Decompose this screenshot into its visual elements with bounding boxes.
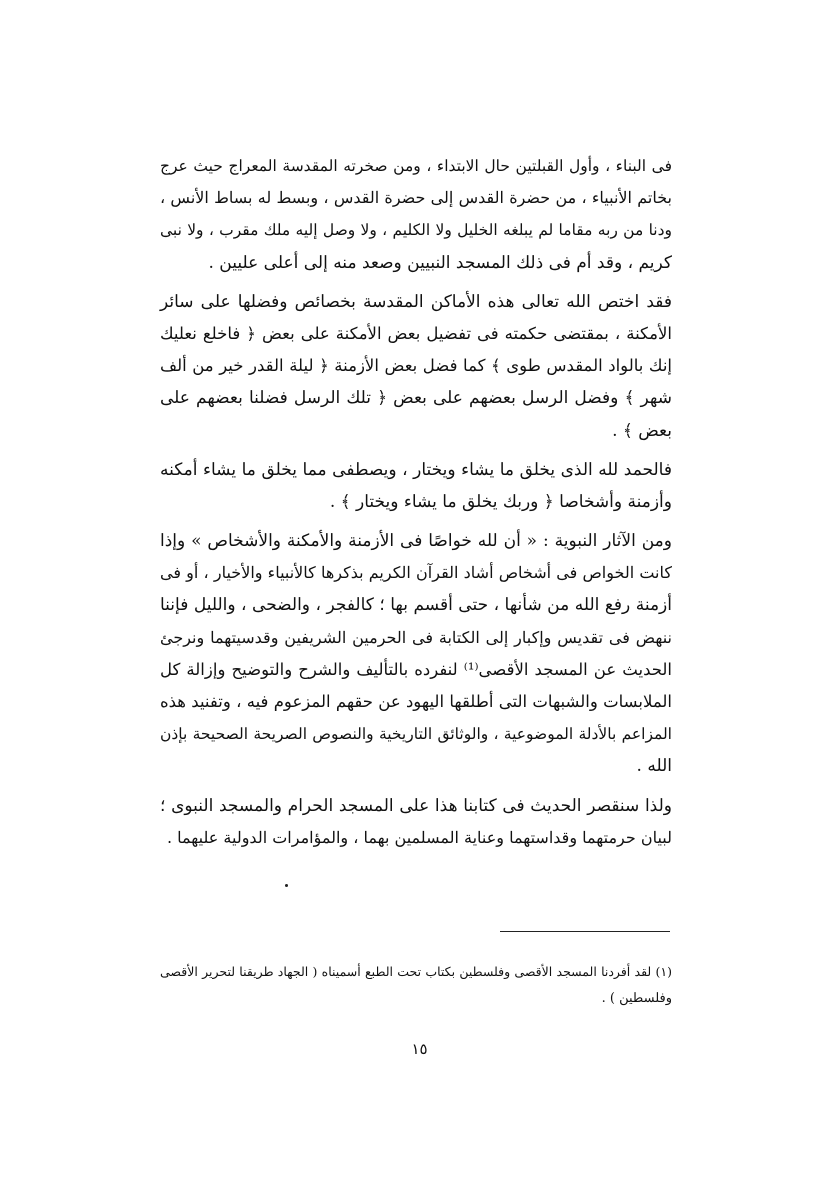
text-line: ولذا سنقصر الحديث فى كتابنا هذا على المسجد الحرام والمسجد النبوى ؛ xyxy=(160,795,672,816)
paragraph-1 xyxy=(160,150,672,279)
text-line: المزاعم بالأدلة الموضوعية ، والوثائق التاريخية والنصوص الصريحة الصحيحة بإذن xyxy=(160,725,672,744)
text-line: فالحمد لله الذى يخلق ما يشاء ويختار ، ويصطفى مما يخلق ما يشاء أمكنه xyxy=(160,459,672,480)
paragraph-4 xyxy=(160,525,672,783)
text-line: بعض ﴾ . xyxy=(612,420,672,441)
text-line: لبيان حرمتهما وقداستهما وعناية المسلمين بهما ، والمؤامرات الدولية عليهما . xyxy=(166,827,672,847)
text-line: وأزمنة وأشخاصا ﴿ وربك يخلق ما يشاء ويختار ﴾ . xyxy=(329,491,672,512)
text-line: إنك بالواد المقدس طوى ﴾ كما فضل بعض الأزمنة ﴿ ليلة القدر خير من ألف xyxy=(160,356,672,376)
text-line: ننهض فى تقديس وإكبار إلى الكتابة فى الحرمين الشريفين وقدسيتهما ونرجئ xyxy=(160,627,672,647)
paragraph-5 xyxy=(160,790,672,854)
footnote-line: وفلسطين ) . xyxy=(601,991,672,1006)
text-line: بخاتم الأنبياء ، من حضرة القدس إلى حضرة القدس ، وبسط له بساط الأنس ، xyxy=(160,188,672,208)
text-line: ومن الآثار النبوية : « أن لله خواصًا فى الأزمنة والأمكنة والأشخاص » وإذا xyxy=(160,531,672,552)
footnote-separator xyxy=(500,931,670,932)
text-line: كانت الخواص فى أشخاص أشاد القرآن الكريم بذكرها كالأنبياء والأخيار ، أو فى xyxy=(160,563,672,583)
text-line: فقد اختص الله تعالى هذه الأماكن المقدسة بخصائص وفضلها على سائر xyxy=(160,291,672,312)
footnote xyxy=(160,958,672,1012)
text-line: الحديث عن المسجد الأقصى⁽¹⁾ لنفرده بالتأليف والشرح والتوضيح وإزالة كل xyxy=(160,659,672,679)
paragraph-2 xyxy=(160,286,672,447)
text-line: شهر ﴾ وفضل الرسل بعضهم على بعض ﴿ تلك الرسل فضلنا بعضهم على xyxy=(160,388,672,409)
stray-dot-mark xyxy=(285,884,288,887)
paragraph-3 xyxy=(160,454,672,518)
page-number: ١٥ xyxy=(411,1040,428,1058)
text-line: الله . xyxy=(636,756,672,777)
footnote-line: (١) لقد أفردنا المسجد الأقصى وفلسطين بكتاب تحت الطبع أسميناه ( الجهاد طريقنا لتحرير الأقصى xyxy=(160,964,672,979)
body-text xyxy=(160,150,672,858)
text-line: أزمنة رفع الله من شأنها ، حتى أقسم بها ؛ كالفجر ، والضحى ، والليل فإننا xyxy=(160,595,672,616)
text-line: الملابسات والشبهات التى أطلقها اليهود عن حقهم المزعوم فيه ، وتفنيد هذه xyxy=(160,692,672,711)
text-line: ودنا من ربه مقاما لم يبلغه الخليل ولا الكليم ، ولا وصل إليه ملك مقرب ، ولا نبى xyxy=(160,221,672,240)
text-line: الأمكنة ، بمقتضى حكمته فى تفضيل بعض الأمكنة على بعض ﴿ فاخلع نعليك xyxy=(160,323,672,343)
text-line: فى البناء ، وأول القبلتين حال الابتداء ، ومن صخرته المقدسة المعراج حيث عرج xyxy=(160,157,672,175)
text-line: كريم ، وقد أم فى ذلك المسجد النبيين وصعد منه إلى أعلى عليين . xyxy=(208,252,672,273)
